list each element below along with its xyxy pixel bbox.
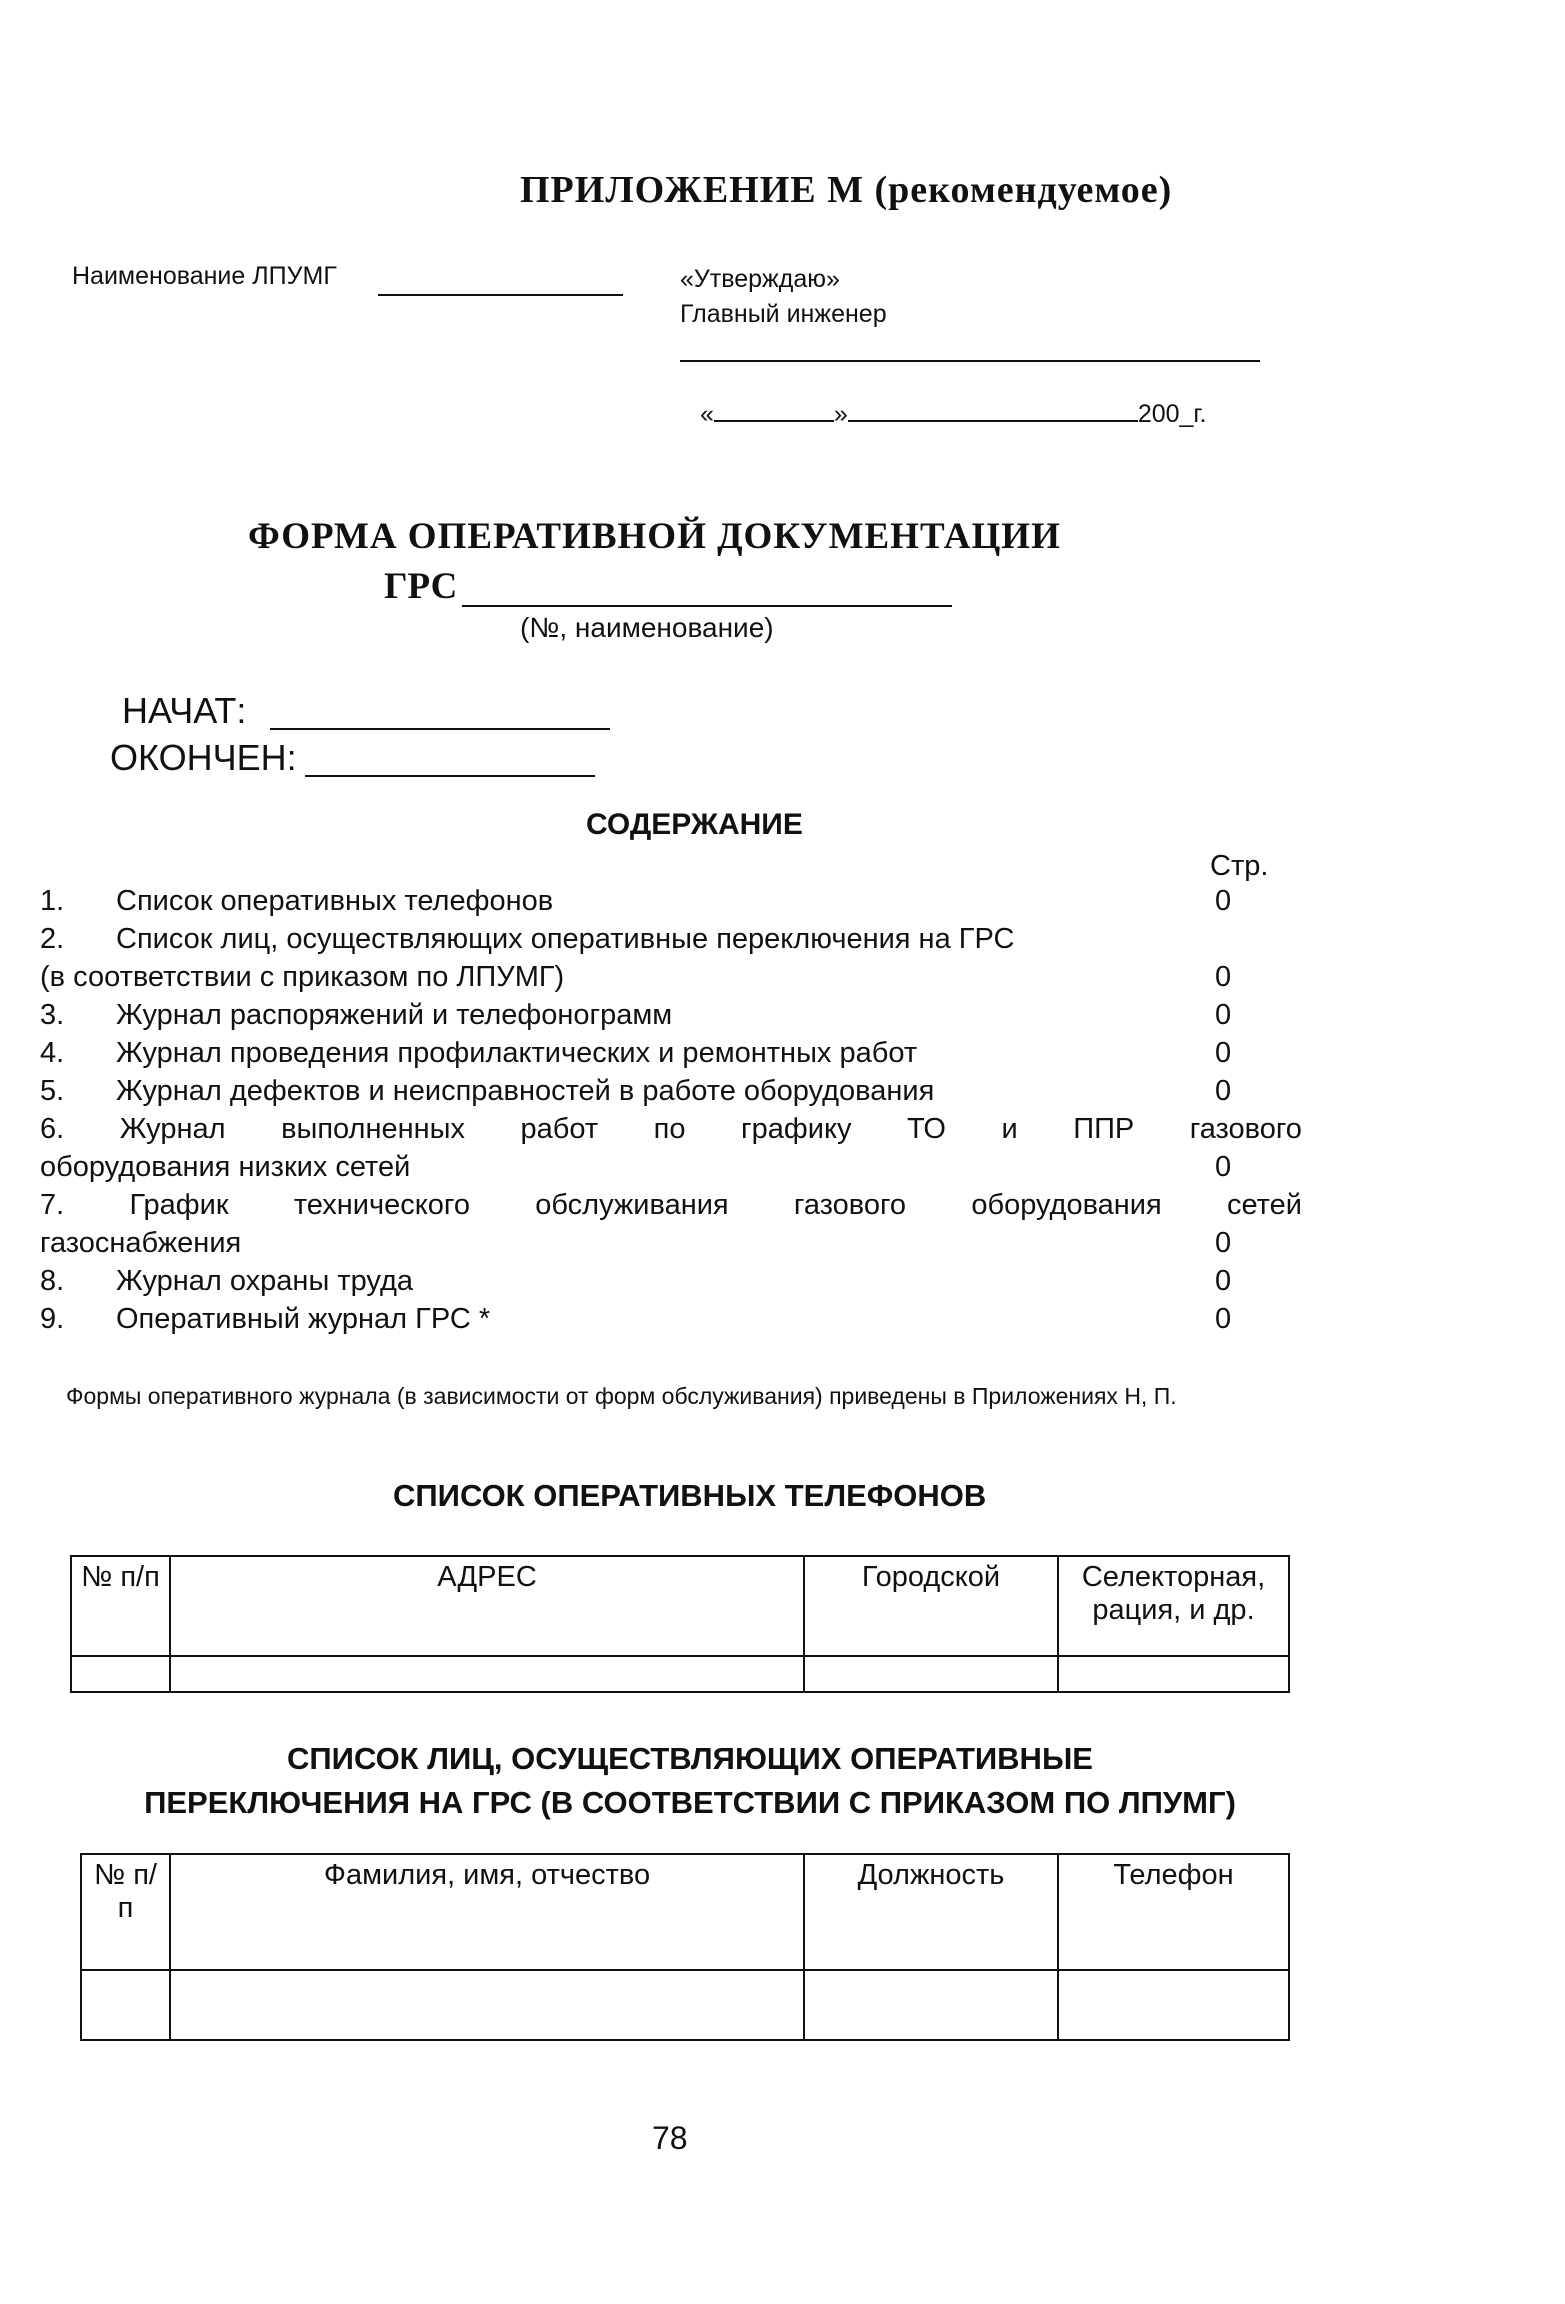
started-field-line xyxy=(270,690,610,730)
toc-word: графику xyxy=(741,1113,852,1145)
started-label: НАЧАТ: xyxy=(122,690,247,731)
form-title: ФОРМА ОПЕРАТИВНОЙ ДОКУМЕНТАЦИИ xyxy=(248,516,1061,557)
toc-item-justified-line xyxy=(40,1189,1302,1227)
persons-table xyxy=(80,1853,1290,2041)
col-header-selector: Селекторная, рация, и др. xyxy=(1058,1556,1289,1656)
grs-label: ГРС xyxy=(384,566,458,607)
toc-item-page: 0 xyxy=(1215,1303,1232,1335)
toc-word: сетей xyxy=(1227,1189,1302,1221)
toc-item-number: 7. xyxy=(40,1189,65,1221)
toc-item xyxy=(40,999,1300,1037)
approval-date-row xyxy=(700,400,1206,429)
page-number: 78 xyxy=(652,2120,688,2156)
toc-item-continuation xyxy=(40,961,1300,999)
toc-item-continuation xyxy=(40,1227,1300,1265)
toc-item-text: Список оперативных телефонов xyxy=(116,885,554,917)
toc-item-text-cont: оборудования низких сетей xyxy=(40,1151,411,1183)
toc-item-number: 4. xyxy=(40,1037,65,1069)
toc-item-number: 1. xyxy=(40,885,65,917)
toc-item-page: 0 xyxy=(1215,1037,1232,1069)
date-month-line xyxy=(848,400,1138,422)
toc-item-number: 9. xyxy=(40,1303,65,1335)
date-close-quote: » xyxy=(833,400,848,428)
toc-item xyxy=(40,1113,1302,1151)
org-name-field-line xyxy=(378,272,623,296)
phones-list-title: СПИСОК ОПЕРАТИВНЫХ ТЕЛЕФОНОВ xyxy=(393,1478,987,1513)
toc-item xyxy=(40,1303,1300,1341)
col-header-position: Должность xyxy=(804,1854,1058,1970)
persons-title-line: СПИСОК ЛИЦ, ОСУЩЕСТВЛЯЮЩИХ ОПЕРАТИВНЫЕ xyxy=(287,1741,1093,1776)
toc-item-page: 0 xyxy=(1215,961,1232,993)
approver-role: Главный инженер xyxy=(680,300,887,328)
toc-word: газового xyxy=(793,1189,907,1221)
table-header-row xyxy=(71,1556,1289,1656)
date-open-quote: « xyxy=(700,400,714,428)
toc-item-page: 0 xyxy=(1215,999,1232,1031)
toc-item xyxy=(40,1189,1302,1227)
toc-item-page: 0 xyxy=(1215,1075,1232,1107)
toc-item xyxy=(40,1075,1300,1113)
toc-word: ТО xyxy=(907,1113,946,1145)
col-header-full-name: Фамилия, имя, отчество xyxy=(170,1854,804,1970)
toc-word: обслуживания xyxy=(535,1189,729,1221)
toc-word: по xyxy=(653,1113,686,1145)
table-cell[interactable] xyxy=(81,1970,170,2040)
table-cell[interactable] xyxy=(804,1656,1058,1692)
table-cell[interactable] xyxy=(1058,1970,1289,2040)
toc-word: Журнал xyxy=(119,1113,226,1145)
table-header-row xyxy=(81,1854,1289,1970)
page-column-header: Стр. xyxy=(1210,850,1269,882)
table-cell[interactable] xyxy=(170,1970,804,2040)
date-year: 200_г. xyxy=(1137,400,1207,428)
table-cell[interactable] xyxy=(71,1656,170,1692)
table-row xyxy=(81,1970,1289,2040)
toc-word: выполненных xyxy=(281,1113,465,1145)
toc-item-text: Список лиц, осуществляющих оперативные переключения на ГРС xyxy=(116,923,1015,955)
toc-item-number: 2. xyxy=(40,923,65,955)
toc-item-text: Журнал дефектов и неисправностей в работе оборудования xyxy=(116,1075,935,1107)
toc-item-number: 5. xyxy=(40,1075,65,1107)
col-header-number: № п/п xyxy=(81,1854,170,1970)
footnote: Формы оперативного журнала (в зависимости от форм обслуживания) приведены в Приложениях Н, П. xyxy=(66,1383,1177,1409)
toc-item-page: 0 xyxy=(1215,1151,1232,1183)
toc-item-page: 0 xyxy=(1215,1265,1232,1297)
toc-item-number: 3. xyxy=(40,999,65,1031)
contents-title: СОДЕРЖАНИЕ xyxy=(586,808,803,841)
grs-caption: (№, наименование) xyxy=(520,612,774,643)
finished-label: ОКОНЧЕН: xyxy=(110,737,297,778)
toc-item-number: 6. xyxy=(40,1113,65,1145)
toc-item-number: 8. xyxy=(40,1265,65,1297)
persons-title-line: ПЕРЕКЛЮЧЕНИЯ НА ГРС (В СООТВЕТСТВИИ С ПРИКАЗОМ ПО ЛПУМГ) xyxy=(144,1785,1236,1820)
grs-field-line xyxy=(462,565,952,607)
toc-item-continuation xyxy=(40,1151,1300,1189)
approver-signature-line xyxy=(680,348,1260,362)
toc-item-text-cont: (в соответствии с приказом по ЛПУМГ) xyxy=(40,961,565,993)
toc-item-justified-line xyxy=(40,1113,1302,1151)
phones-table xyxy=(70,1555,1290,1693)
persons-list-title xyxy=(90,1737,1290,1825)
toc-word: оборудования xyxy=(971,1189,1162,1221)
toc-item xyxy=(40,923,1300,961)
col-header-city-phone: Городской xyxy=(804,1556,1058,1656)
approval-block xyxy=(680,262,887,332)
table-cell[interactable] xyxy=(804,1970,1058,2040)
org-name-label: Наименование ЛПУМГ xyxy=(72,262,337,290)
toc-word: ППР xyxy=(1073,1113,1135,1145)
toc-item-text: Журнал проведения профилактических и ремонтных работ xyxy=(116,1037,918,1069)
toc-item-page: 0 xyxy=(1215,885,1232,917)
toc-item-text: Журнал распоряжений и телефонограмм xyxy=(116,999,673,1031)
toc-item-text-cont: газоснабжения xyxy=(40,1227,242,1259)
table-cell[interactable] xyxy=(170,1656,804,1692)
toc-word: газового xyxy=(1189,1113,1302,1145)
date-day-line xyxy=(714,400,834,422)
col-header-phone: Телефон xyxy=(1058,1854,1289,1970)
toc-item-text: Журнал охраны труда xyxy=(116,1265,414,1297)
table-cell[interactable] xyxy=(1058,1656,1289,1692)
table-row xyxy=(71,1656,1289,1692)
toc-word: работ xyxy=(520,1113,599,1145)
col-header-address: АДРЕС xyxy=(170,1556,804,1656)
toc-item xyxy=(40,1037,1300,1075)
toc-word: технического xyxy=(293,1189,470,1221)
toc-word: График xyxy=(129,1189,229,1221)
toc-word: и xyxy=(1001,1113,1018,1145)
col-header-number: № п/п xyxy=(71,1556,170,1656)
toc-item-page: 0 xyxy=(1215,1227,1232,1259)
finished-field-line xyxy=(305,737,595,777)
approve-label: «Утверждаю» xyxy=(680,265,840,293)
toc-item xyxy=(40,885,1300,923)
toc-item xyxy=(40,1265,1300,1303)
appendix-title: ПРИЛОЖЕНИЕ М (рекомендуемое) xyxy=(520,169,1173,211)
toc-item-text: Оперативный журнал ГРС * xyxy=(116,1303,491,1335)
